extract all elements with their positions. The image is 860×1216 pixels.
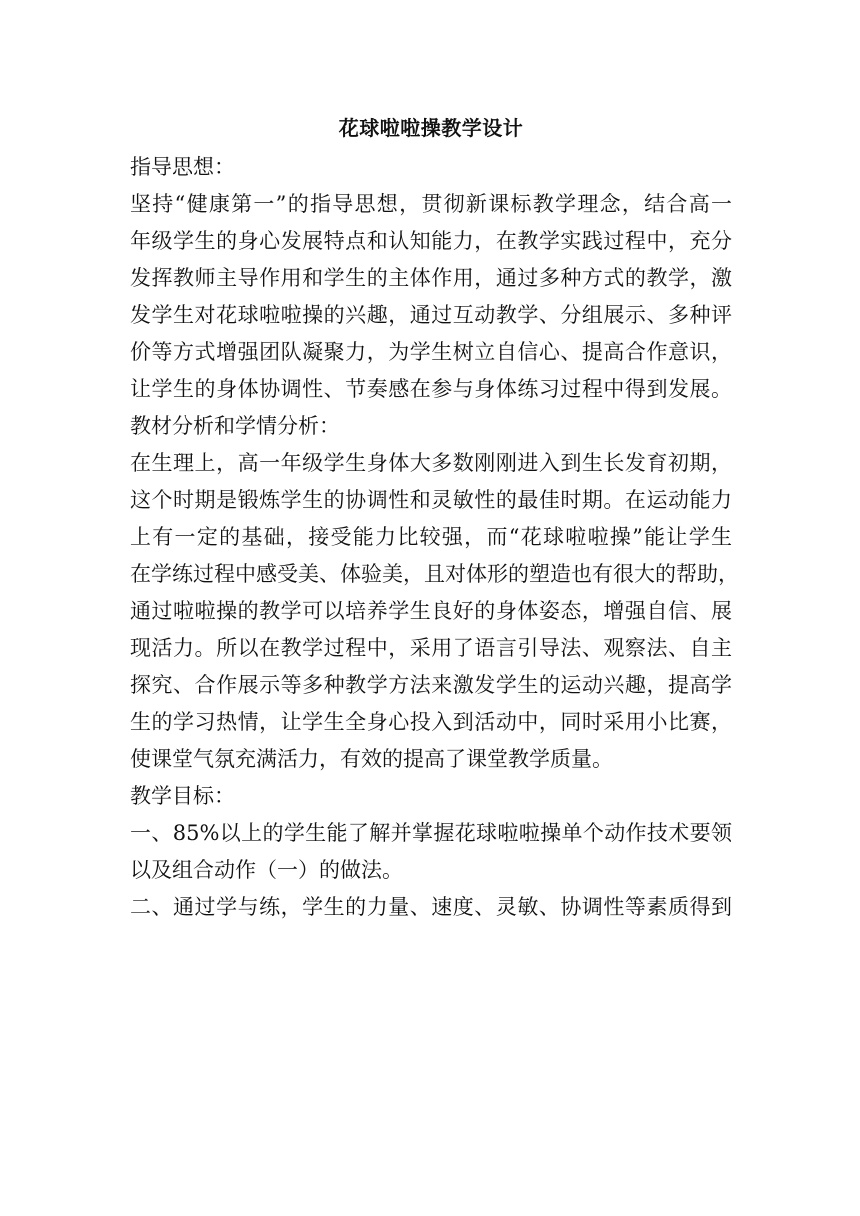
paragraph-line: 探究、合作展示等多种教学方法来激发学生的运动兴趣，提高学: [130, 673, 732, 697]
paragraph-line: 价等方式增强团队凝聚力，为学生树立自信心、提高合作意识，: [130, 340, 732, 364]
paragraph-line: 上有一定的基础，接受能力比较强，而“花球啦啦操”能让学生: [130, 525, 732, 549]
heading-material-analysis: 教材分析和学情分析：: [130, 414, 340, 438]
paragraph-line: 让学生的身体协调性、节奏感在参与身体练习过程中得到发展。: [130, 377, 732, 401]
paragraph-line: 发挥教师主导作用和学生的主体作用，通过多种方式的教学，激: [130, 266, 732, 290]
paragraph-line: 这个时期是锻炼学生的协调性和灵敏性的最佳时期。在运动能力: [130, 488, 732, 512]
paragraph-line: 坚持“健康第一”的指导思想，贯彻新课标教学理念，结合高一: [130, 192, 732, 216]
heading-teaching-objectives: 教学目标：: [130, 784, 235, 808]
paragraph-line: 生的学习热情，让学生全身心投入到活动中，同时采用小比赛，: [130, 710, 732, 734]
heading-guiding-ideology: 指导思想：: [130, 155, 235, 179]
paragraph-line: 在生理上，高一年级学生身体大多数刚刚进入到生长发育初期，: [130, 451, 732, 475]
objective-line: 以及组合动作（一）的做法。: [130, 858, 403, 882]
paragraph-line: 发学生对花球啦啦操的兴趣，通过互动教学、分组展示、多种评: [130, 303, 732, 327]
objective-line: 二、通过学与练，学生的力量、速度、灵敏、协调性等素质得到: [130, 895, 732, 919]
paragraph-line: 使课堂气氛充满活力，有效的提高了课堂教学质量。: [130, 747, 613, 771]
document-body: [130, 112, 739, 926]
paragraph-line: 年级学生的身心发展特点和认知能力，在教学实践过程中，充分: [130, 229, 732, 253]
document-title: 花球啦啦操教学设计: [338, 116, 524, 140]
paragraph-line: 通过啦啦操的教学可以培养学生良好的身体姿态，增强自信、展: [130, 599, 732, 623]
paragraph-line: 现活力。所以在教学过程中，采用了语言引导法、观察法、自主: [130, 636, 732, 660]
objective-line: 一、85%以上的学生能了解并掌握花球啦啦操单个动作技术要领: [130, 821, 732, 845]
paragraph-line: 在学练过程中感受美、体验美，且对体形的塑造也有很大的帮助，: [130, 562, 739, 586]
